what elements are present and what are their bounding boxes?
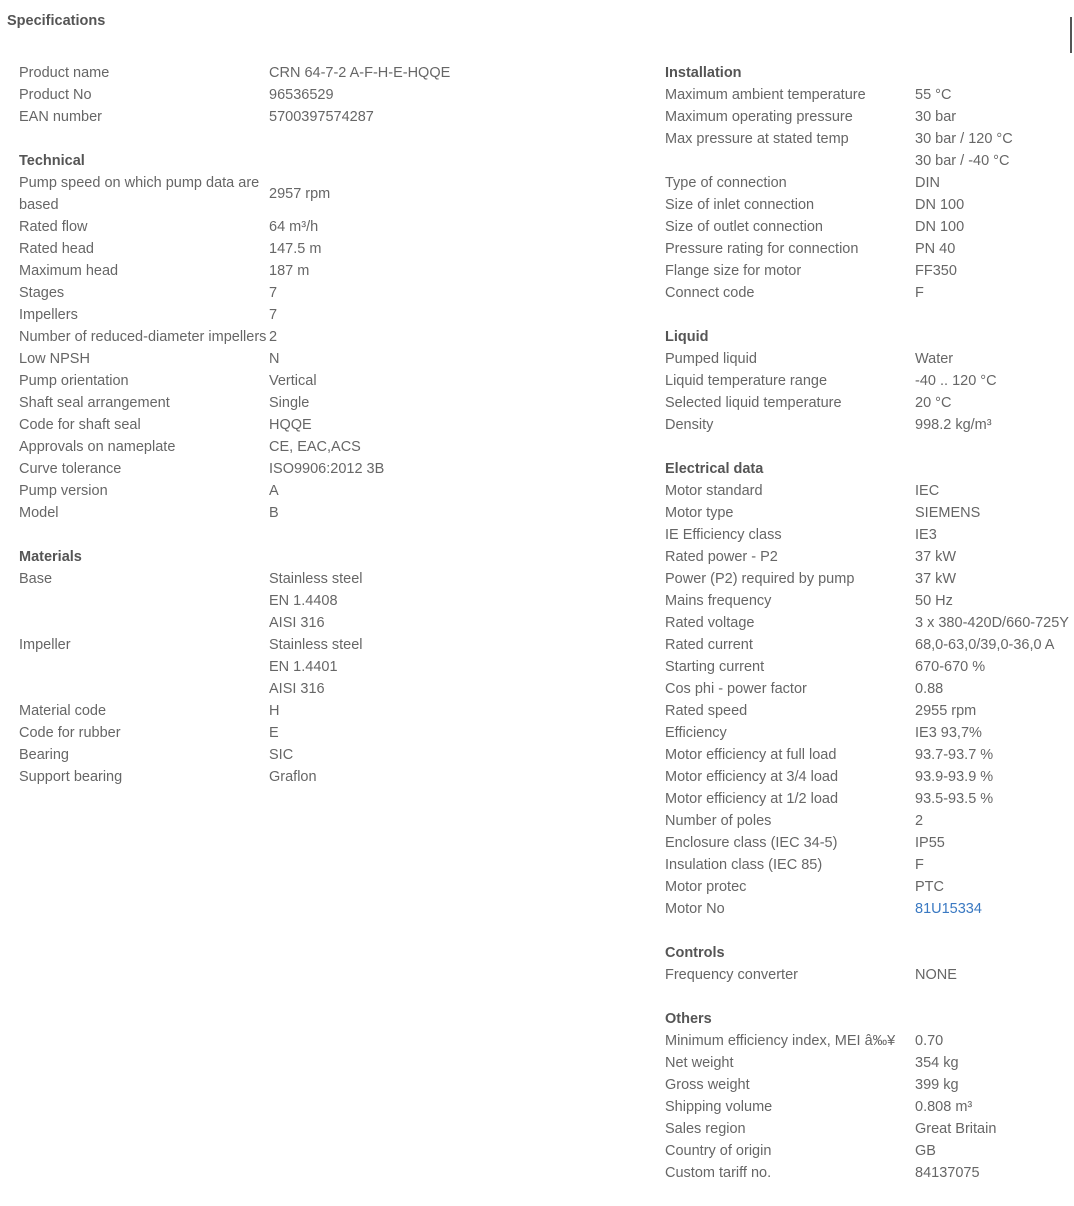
spec-value: IE3 — [915, 527, 937, 543]
spec-row — [19, 172, 579, 216]
spec-value: 37 kW — [915, 571, 957, 587]
spec-label: Rated power - P2 — [665, 549, 778, 565]
spec-label: EAN number — [19, 109, 103, 125]
spec-value: IP55 — [915, 835, 945, 851]
spec-label: Flange size for motor — [665, 263, 802, 279]
spec-label: Custom tariff no. — [665, 1165, 772, 1181]
spec-row — [665, 568, 1074, 590]
spec-row — [19, 502, 579, 524]
spec-row — [665, 392, 1074, 414]
spec-row — [665, 480, 1074, 502]
spec-value: 93.5-93.5 % — [915, 791, 994, 807]
spec-label: Bearing — [19, 747, 69, 763]
spec-label: Shipping volume — [665, 1099, 773, 1115]
spec-row — [665, 612, 1074, 634]
spec-label: Pump version — [19, 483, 108, 499]
spec-label: Model — [19, 505, 59, 521]
spec-label: Power (P2) required by pump — [665, 571, 855, 587]
spec-value: IEC — [915, 483, 940, 499]
spec-row — [19, 458, 579, 480]
spec-label: Sales region — [665, 1121, 746, 1137]
spec-row — [665, 348, 1074, 370]
technical-section — [19, 150, 579, 524]
spec-label: IE Efficiency class — [665, 527, 782, 543]
spec-value: IE3 93,7% — [915, 725, 982, 741]
spec-label: Base — [19, 571, 53, 587]
spec-value: PN 40 — [915, 241, 956, 257]
spec-row — [19, 106, 579, 128]
spec-row — [665, 590, 1074, 612]
spec-value: 93.7-93.7 % — [915, 747, 994, 763]
spec-value: SIC — [269, 747, 294, 763]
spec-row — [19, 370, 579, 392]
spec-label: Motor protec — [665, 879, 747, 895]
controls-section — [665, 942, 1074, 986]
spec-value: Single — [269, 395, 310, 411]
spec-value: Stainless steel — [269, 571, 363, 587]
spec-row — [665, 194, 1074, 216]
spec-value: EN 1.4401 — [269, 659, 338, 675]
spec-row — [19, 634, 579, 700]
spec-label: Rated head — [19, 241, 94, 257]
spec-row — [19, 480, 579, 502]
spec-row — [665, 282, 1074, 304]
installation-section — [665, 62, 1074, 304]
spec-label: Motor efficiency at 1/2 load — [665, 791, 839, 807]
spec-value: 50 Hz — [915, 593, 953, 609]
spec-value-list — [915, 128, 1013, 172]
section-title: Liquid — [665, 329, 709, 345]
spec-value: F — [915, 857, 924, 873]
spec-value: Stainless steel — [269, 637, 363, 653]
spec-row — [665, 744, 1074, 766]
spec-value: PTC — [915, 879, 944, 895]
spec-value: SIEMENS — [915, 505, 981, 521]
spec-label: Connect code — [665, 285, 755, 301]
section-title: Technical — [19, 153, 85, 169]
spec-label: Motor type — [665, 505, 734, 521]
spec-value: CE, EAC,ACS — [269, 439, 361, 455]
spec-value-list — [269, 634, 363, 700]
spec-value: 64 m³/h — [269, 219, 319, 235]
section-title: Electrical data — [665, 461, 764, 477]
spec-row — [665, 656, 1074, 678]
spec-value: DN 100 — [915, 219, 965, 235]
spec-label: Motor efficiency at 3/4 load — [665, 769, 839, 785]
spec-value: EN 1.4408 — [269, 593, 338, 609]
spec-value: 2957 rpm — [269, 186, 331, 202]
spec-label: Motor No — [665, 901, 725, 917]
spec-label: Pump speed on which pump data are based — [19, 175, 260, 213]
spec-row — [19, 260, 579, 282]
spec-value: FF350 — [915, 263, 957, 279]
spec-value: A — [269, 483, 279, 499]
spec-row — [665, 722, 1074, 744]
spec-row — [665, 1052, 1074, 1074]
spec-value: DIN — [915, 175, 940, 191]
spec-row — [19, 304, 579, 326]
spec-value: E — [269, 725, 279, 741]
spec-value: 3 x 380-420D/660-725Y — [915, 615, 1069, 631]
spec-value: N — [269, 351, 280, 367]
spec-row — [19, 326, 579, 348]
spec-value: Water — [915, 351, 954, 367]
spec-row — [665, 260, 1074, 282]
spec-row — [19, 700, 579, 722]
spec-label: Rated voltage — [665, 615, 755, 631]
spec-value: 670-670 % — [915, 659, 986, 675]
others-section — [665, 1008, 1074, 1184]
spec-label: Cos phi - power factor — [665, 681, 807, 697]
spec-label: Type of connection — [665, 175, 787, 191]
spec-row — [665, 1030, 1074, 1052]
spec-label: Liquid temperature range — [665, 373, 828, 389]
spec-value: 5700397574287 — [269, 109, 374, 125]
spec-row — [665, 898, 1074, 920]
spec-label: Support bearing — [19, 769, 123, 785]
spec-label: Code for shaft seal — [19, 417, 141, 433]
spec-label: Maximum ambient temperature — [665, 87, 866, 103]
spec-label: Maximum operating pressure — [665, 109, 853, 125]
spec-value: Great Britain — [915, 1121, 997, 1137]
spec-label: Pump orientation — [19, 373, 129, 389]
spec-value: CRN 64-7-2 A-F-H-E-HQQE — [269, 65, 451, 81]
spec-label: Motor standard — [665, 483, 763, 499]
spec-row — [665, 1096, 1074, 1118]
spec-value: 399 kg — [915, 1077, 959, 1093]
spec-label: Number of poles — [665, 813, 772, 829]
spec-row — [19, 414, 579, 436]
spec-label: Enclosure class (IEC 34-5) — [665, 835, 838, 851]
spec-row — [665, 546, 1074, 568]
spec-value: Graflon — [269, 769, 317, 785]
spec-row — [19, 62, 579, 84]
spec-row — [665, 766, 1074, 788]
spec-row — [665, 128, 1074, 172]
spec-row — [665, 172, 1074, 194]
spec-value: 7 — [269, 285, 278, 301]
spec-label: Material code — [19, 703, 107, 719]
general-section — [19, 62, 579, 128]
spec-row — [19, 282, 579, 304]
electrical-section — [665, 458, 1074, 920]
spec-row — [19, 84, 579, 106]
spec-row — [665, 1118, 1074, 1140]
spec-value: 2 — [915, 813, 924, 829]
spec-row — [19, 348, 579, 370]
spec-label: Size of inlet connection — [665, 197, 815, 213]
spec-row — [19, 238, 579, 260]
spec-value: AISI 316 — [269, 615, 325, 631]
spec-value: 20 °C — [915, 395, 952, 411]
spec-row — [19, 436, 579, 458]
spec-row — [665, 1140, 1074, 1162]
spec-label: Approvals on nameplate — [19, 439, 176, 455]
spec-value: 2 — [269, 329, 278, 345]
spec-row — [665, 634, 1074, 656]
spec-value: 7 — [269, 307, 278, 323]
spec-row — [665, 370, 1074, 392]
spec-value: 30 bar — [915, 109, 957, 125]
spec-label: Country of origin — [665, 1143, 772, 1159]
spec-label: Product name — [19, 65, 110, 81]
spec-label: Mains frequency — [665, 593, 772, 609]
spec-row — [665, 700, 1074, 722]
spec-label: Gross weight — [665, 1077, 750, 1093]
spec-value: B — [269, 505, 279, 521]
spec-label: Rated speed — [665, 703, 748, 719]
spec-row — [19, 568, 579, 634]
spec-label: Low NPSH — [19, 351, 90, 367]
spec-row — [665, 1074, 1074, 1096]
spec-value-list — [269, 568, 363, 634]
section-title: Materials — [19, 549, 82, 565]
spec-value: NONE — [915, 967, 957, 983]
spec-value: 998.2 kg/m³ — [915, 417, 992, 433]
spec-row — [665, 876, 1074, 898]
spec-value: AISI 316 — [269, 681, 325, 697]
spec-row — [665, 832, 1074, 854]
spec-row — [665, 678, 1074, 700]
right-column — [665, 62, 1074, 1206]
spec-row — [19, 392, 579, 414]
spec-label: Frequency converter — [665, 967, 798, 983]
spec-value: Vertical — [269, 373, 317, 389]
spec-row — [665, 964, 1074, 986]
spec-row — [19, 766, 579, 788]
liquid-section — [665, 326, 1074, 436]
spec-row — [665, 106, 1074, 128]
spec-value: 96536529 — [269, 87, 334, 103]
spec-row — [665, 854, 1074, 876]
spec-label: Efficiency — [665, 725, 727, 741]
spec-value: F — [915, 285, 924, 301]
spec-label: Size of outlet connection — [665, 219, 823, 235]
spec-label: Curve tolerance — [19, 461, 122, 477]
spec-value: 2955 rpm — [915, 703, 977, 719]
spec-label: Density — [665, 417, 714, 433]
spec-row — [665, 216, 1074, 238]
spec-value: 30 bar / -40 °C — [915, 153, 1010, 169]
spec-row — [665, 238, 1074, 260]
page-title: Specifications — [7, 13, 106, 29]
spec-value: 0.88 — [915, 681, 944, 697]
spec-row — [665, 524, 1074, 546]
spec-value: 0.808 m³ — [915, 1099, 973, 1115]
spec-value: 68,0-63,0/39,0-36,0 A — [915, 637, 1055, 653]
left-column — [19, 62, 579, 810]
spec-label: Product No — [19, 87, 92, 103]
spec-row — [665, 788, 1074, 810]
spec-row — [665, 414, 1074, 436]
spec-label: Rated current — [665, 637, 753, 653]
spec-label: Net weight — [665, 1055, 734, 1071]
spec-label: Code for rubber — [19, 725, 121, 741]
spec-value: DN 100 — [915, 197, 965, 213]
spec-label: Max pressure at stated temp — [665, 131, 849, 147]
spec-row — [665, 502, 1074, 524]
spec-label: Stages — [19, 285, 65, 301]
spec-value: 354 kg — [915, 1055, 959, 1071]
spec-row — [19, 216, 579, 238]
spec-value: HQQE — [269, 417, 312, 433]
spec-label: Rated flow — [19, 219, 88, 235]
spec-value: 55 °C — [915, 87, 952, 103]
spec-label: Pumped liquid — [665, 351, 757, 367]
spec-label: Impellers — [19, 307, 78, 323]
spec-label: Maximum head — [19, 263, 119, 279]
section-title: Controls — [665, 945, 725, 961]
motor-no-link[interactable]: 81U15334 — [915, 901, 982, 917]
section-title: Installation — [665, 65, 742, 81]
spec-value: 187 m — [269, 263, 310, 279]
spec-label: Pressure rating for connection — [665, 241, 859, 257]
spec-value: ISO9906:2012 3B — [269, 461, 385, 477]
materials-section — [19, 546, 579, 788]
spec-value: 93.9-93.9 % — [915, 769, 994, 785]
spec-label: Impeller — [19, 637, 71, 653]
spec-value: H — [269, 703, 280, 719]
spec-row — [665, 84, 1074, 106]
spec-value: -40 .. 120 °C — [915, 373, 997, 389]
spec-value: 30 bar / 120 °C — [915, 131, 1013, 147]
spec-label: Selected liquid temperature — [665, 395, 842, 411]
spec-label: Motor efficiency at full load — [665, 747, 837, 763]
spec-value: 84137075 — [915, 1165, 980, 1181]
spec-label: Insulation class (IEC 85) — [665, 857, 823, 873]
spec-label: Minimum efficiency index, MEI â‰¥ — [665, 1033, 896, 1049]
section-title: Others — [665, 1011, 712, 1027]
spec-value: GB — [915, 1143, 936, 1159]
spec-row — [665, 1162, 1074, 1184]
spec-value: 37 kW — [915, 549, 957, 565]
spec-label: Shaft seal arrangement — [19, 395, 170, 411]
spec-value: 0.70 — [915, 1033, 944, 1049]
spec-row — [19, 744, 579, 766]
spec-label: Starting current — [665, 659, 765, 675]
spec-row — [665, 810, 1074, 832]
scrollbar[interactable] — [1070, 17, 1072, 53]
spec-row — [19, 722, 579, 744]
spec-label: Number of reduced-diameter impellers — [19, 329, 267, 345]
spec-value: 147.5 m — [269, 241, 322, 257]
